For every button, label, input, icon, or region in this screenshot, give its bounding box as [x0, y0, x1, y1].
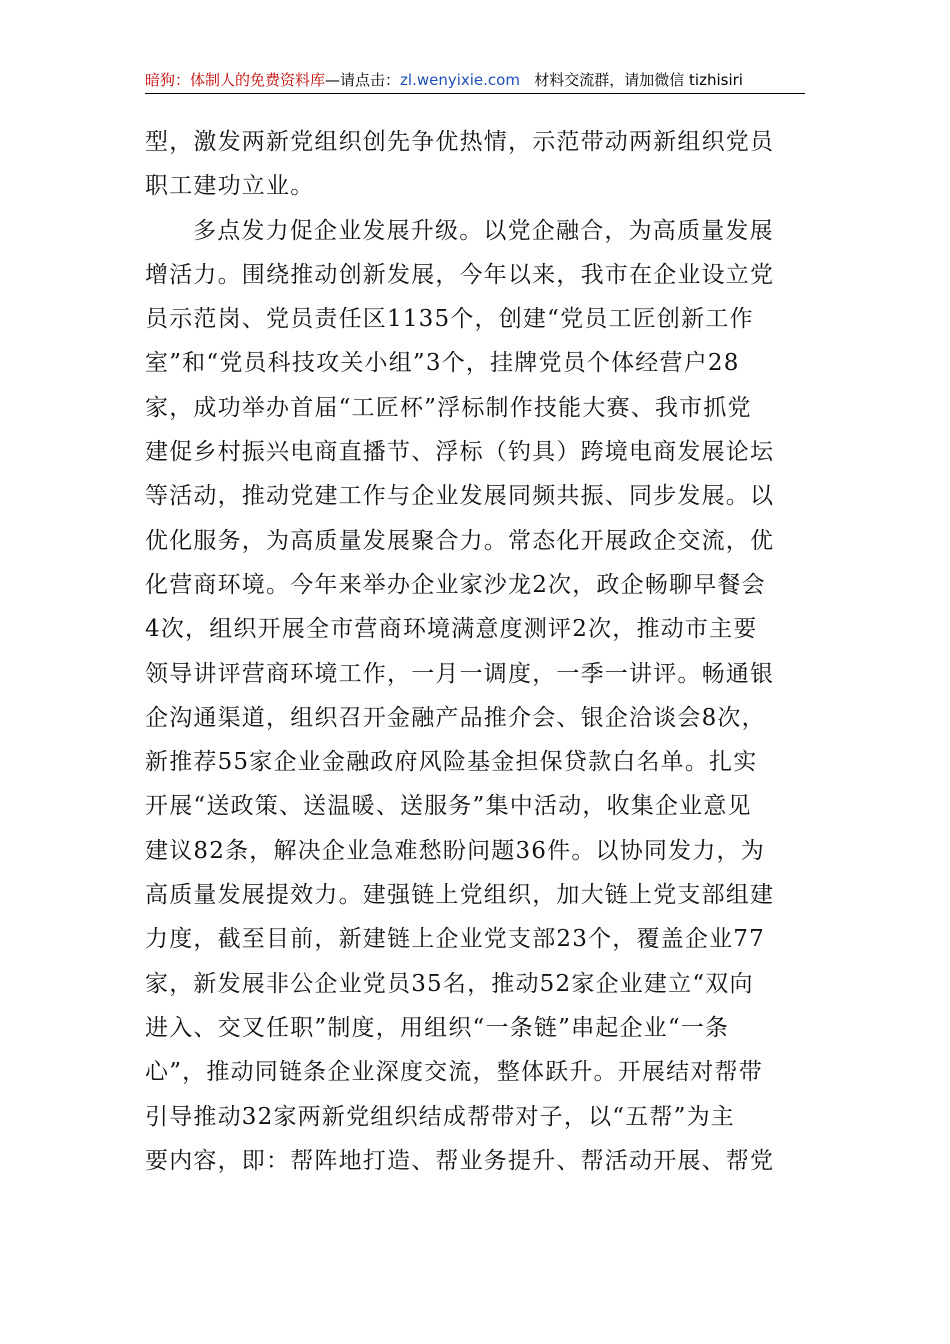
text-line: 进入、交叉任职”制度，用组织“一条链”串起企业“一条 — [145, 1014, 730, 1041]
page-header — [145, 70, 805, 90]
text-line: 引导推动32家两新党组织结成帮带对子，以“五帮”为主 — [145, 1103, 735, 1130]
header-contact: 材料交流群，请加微信 tizhisiri — [534, 71, 743, 89]
text-line: 建促乡村振兴电商直播节、浮标（钓具）跨境电商发展论坛 — [145, 439, 775, 466]
text-line: 优化服务，为高质量发展聚合力。常态化开展政企交流，优 — [145, 527, 775, 554]
text-line: 领导讲评营商环境工作，一月一调度，一季一讲评。畅通银 — [145, 660, 775, 687]
header-divider — [145, 93, 805, 94]
text-line: 心”，推动同链条企业深度交流，整体跃升。开展结对帮带 — [145, 1059, 763, 1086]
body-text — [145, 120, 807, 1183]
paragraph-first-line: 多点发力促企业发展升级。以党企融合，为高质量发展 — [193, 217, 774, 244]
text-line: 4次，组织开展全市营商环境满意度测评2次，推动市主要 — [145, 616, 758, 643]
text-line: 家，成功举办首届“工匠杯”浮标制作技能大赛、我市抓党 — [145, 394, 752, 421]
text-line: 增活力。围绕推动创新发展，今年以来，我市在企业设立党 — [145, 261, 775, 288]
text-line: 室”和“党员科技攻关小组”3个，挂牌党员个体经营户28 — [145, 350, 740, 377]
text-line: 企沟通渠道，组织召开金融产品推介会、银企洽谈会8次， — [145, 704, 766, 731]
text-line: 高质量发展提效力。建强链上党组织，加大链上党支部组建 — [145, 882, 775, 909]
text-line: 家，新发展非公企业党员35名，推动52家企业建立“双向 — [145, 970, 754, 997]
text-line: 职工建功立业。 — [145, 173, 315, 200]
text-line: 要内容，即：帮阵地打造、帮业务提升、帮活动开展、帮党 — [145, 1147, 775, 1174]
text-line: 新推荐55家企业金融政府风险基金担保贷款白名单。扎实 — [145, 749, 758, 776]
text-line: 力度，截至目前，新建链上企业党支部23个，覆盖企业77 — [145, 926, 765, 953]
header-brand: 暗狗：体制人的免费资料库 — [145, 71, 326, 89]
text-line: 开展“送政策、送温暖、送服务”集中活动，收集企业意见 — [145, 793, 752, 820]
header-link-prefix: —请点击： — [325, 71, 401, 89]
text-line: 建议82条，解决企业急难愁盼问题36件。以协同发力，为 — [145, 837, 765, 864]
text-line: 等活动，推动党建工作与企业发展同频共振、同步发展。以 — [145, 483, 775, 510]
text-line: 型，激发两新党组织创先争优热情，示范带动两新组织党员 — [145, 129, 775, 155]
text-line: 员示范岗、党员责任区1135个，创建“党员工匠创新工作 — [145, 306, 754, 333]
text-line: 化营商环境。今年来举办企业家沙龙2次，政企畅聊早餐会 — [145, 571, 766, 598]
header-url-link[interactable]: zl.wenyixie.com — [400, 71, 520, 89]
